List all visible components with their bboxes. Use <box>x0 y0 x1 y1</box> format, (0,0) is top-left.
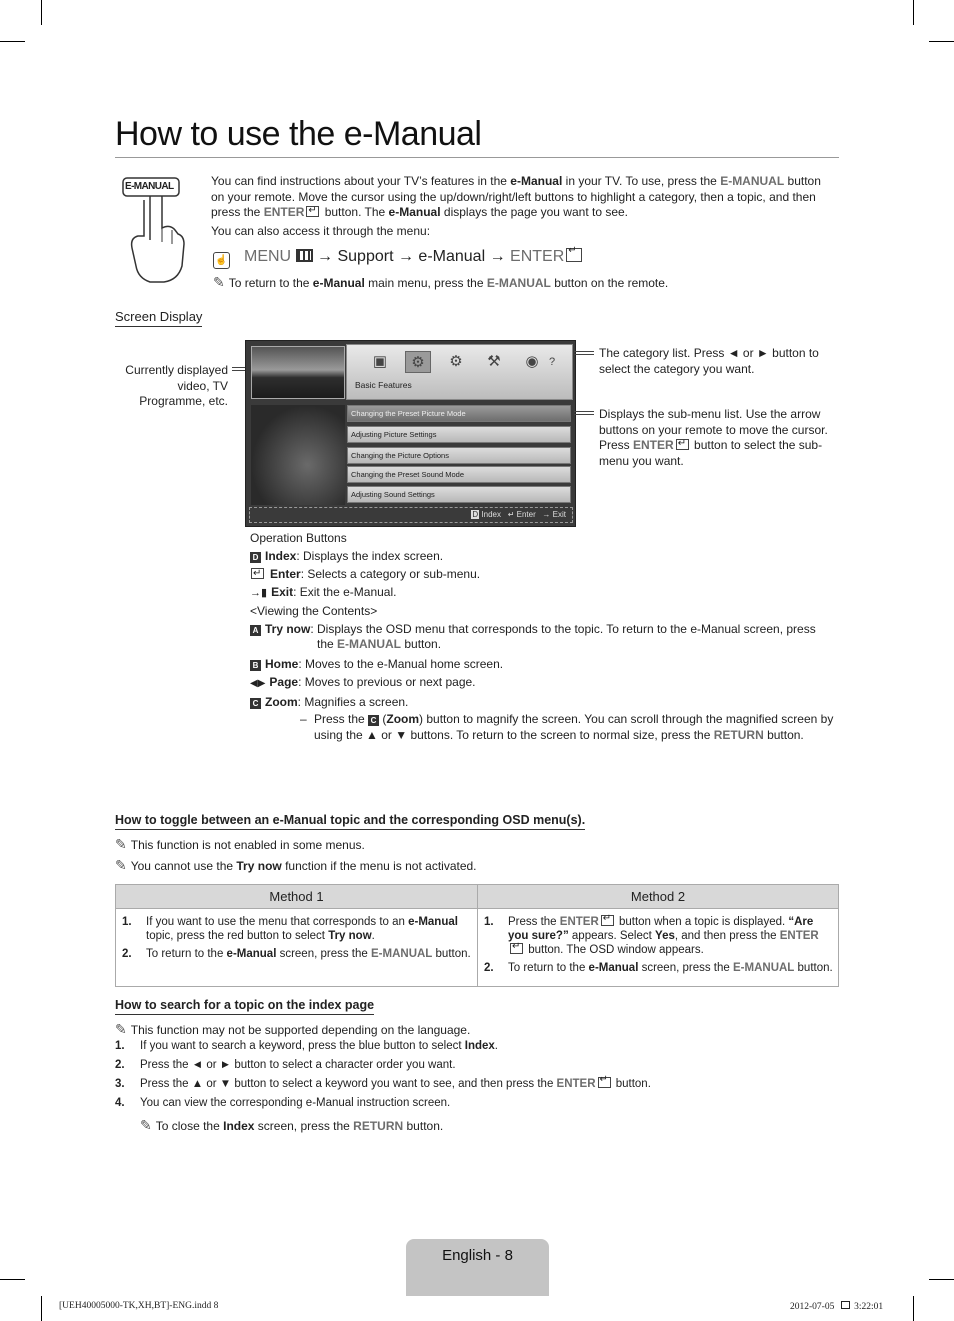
op-exit: →▮ Exit: Exit the e-Manual. <box>250 585 397 599</box>
submenu-item[interactable]: Changing the Picture Options <box>347 447 571 464</box>
tv-picture <box>251 405 345 505</box>
op-trynow: A Try now: Displays the OSD menu that corresponds to the topic. To return to the e-Manual screen, press <box>250 622 840 637</box>
enter-icon <box>566 248 582 262</box>
method-step: 1. Press the ENTER↵ button when a topic is displayed. “Are you sure?” appears. Select Yes, and then press the ENTER↵ button. The OSD window appears. <box>482 915 834 957</box>
title-rule <box>115 157 839 158</box>
remote-icon: ☝ <box>213 252 230 269</box>
op-index: D Index: Displays the index screen. <box>250 547 840 565</box>
enter-icon <box>598 1077 611 1088</box>
screen-display-heading: Screen Display <box>115 309 202 327</box>
intro-line: on your remote. Move the cursor using the up/down/right/left buttons to highlight a category, then a topic, and then <box>211 189 816 204</box>
left-callout: Currently displayed video, TV Programme, etc. <box>125 363 228 408</box>
submenu-item[interactable]: Changing the Preset Sound Mode <box>347 466 571 483</box>
crop-mark <box>41 0 42 25</box>
leader-line <box>574 354 594 355</box>
remote-emanual-label: E-MANUAL <box>125 181 174 192</box>
search-step: 4. You can view the corresponding e-Manual instruction screen. <box>115 1096 451 1109</box>
search-close-note: ✎ To close the Index screen, press the RETURN button. <box>140 1117 444 1133</box>
method-step: 2. To return to the e-Manual screen, press the E-MANUAL button. <box>122 948 471 960</box>
submenu-callout: Displays the sub-menu list. Use the arrow buttons on your remote to move the cursor. Press ENTER↵ button to select the sub- menu you want. <box>599 407 839 469</box>
submenu-item[interactable]: Changing the Preset Picture Mode <box>347 405 571 422</box>
submenu-item[interactable]: Adjusting Sound Settings <box>347 486 571 503</box>
op-home: B Home: Moves to the e-Manual home screen. <box>250 655 840 673</box>
crop-mark <box>913 0 914 25</box>
exit-icon: →▮ <box>250 587 268 599</box>
help-category-icon: ? <box>548 356 556 368</box>
op-zoom-detail: – Press the C (Zoom) button to magnify the screen. You can scroll through the magnified screen by using the ▲ or ▼ buttons. To return to the screen to normal size, press the RETURN button. <box>300 712 834 742</box>
crop-mark <box>929 41 954 42</box>
method2-cell <box>478 909 839 987</box>
enter-icon <box>676 439 689 450</box>
crop-mark <box>0 41 25 42</box>
op-zoom: C Zoom: Magnifies a screen. <box>250 693 840 711</box>
toggle-note: ✎ You cannot use the Try now function if the menu is not activated. <box>115 857 477 873</box>
menu-icon <box>296 249 313 262</box>
page-arrows-icon: ◀▶ <box>250 678 266 689</box>
intro-text <box>211 174 841 239</box>
file-name: [UEH40005000-TK,XH,BT]-ENG.indd 8 <box>59 1301 219 1311</box>
tools-category-icon: ⚒ <box>487 353 501 370</box>
note-pencil-icon: ✎ <box>140 1117 152 1133</box>
op-page: ◀▶ Page: Moves to previous or next page. <box>250 675 476 689</box>
note-pencil-icon: ✎ <box>115 836 127 852</box>
zoom-icon: C <box>368 715 379 726</box>
search-heading: How to search for a topic on the index page <box>115 998 374 1015</box>
search-steps <box>115 1036 815 1112</box>
method-step: 1. If you want to use the menu that corresponds to an e-Manual topic, press the red button to select Try now. <box>122 916 458 942</box>
intro-line: You can also access it through the menu: <box>211 223 431 238</box>
enter-icon <box>601 915 614 926</box>
enter-icon: ↵ <box>507 510 515 519</box>
operation-heading: Operation Buttons <box>250 531 347 545</box>
search-note: ✎ This function may not be supported depending on the language. <box>115 1021 471 1037</box>
picture-category-icon: ▣ <box>372 353 388 370</box>
intro-note: ✎ To return to the e-Manual main menu, press the E-MANUAL button on the remote. <box>213 274 669 290</box>
leader-line <box>574 411 594 412</box>
basic-features-category-icon: ⚙ <box>405 351 431 373</box>
zoom-icon: C <box>250 698 261 709</box>
trynow-icon: A <box>250 625 261 636</box>
crop-mark <box>929 1279 954 1280</box>
category-label: Basic Features <box>355 380 412 390</box>
intro-line: You can find instructions about your TV’s features in the e-Manual in your TV. To use, press the E-MANUAL button <box>211 174 821 188</box>
category-callout: The category list. Press ◄ or ► button to select the category you want. <box>599 346 819 376</box>
operation-buttons <box>250 529 840 743</box>
viewing-contents: <Viewing the Contents> <box>250 604 378 618</box>
print-date: 2012-07-05 3:22:01 <box>790 1302 884 1312</box>
crop-mark <box>0 1279 25 1280</box>
enter-icon <box>510 943 523 954</box>
index-icon: D <box>472 510 479 519</box>
category-bar <box>346 344 573 400</box>
method1-cell <box>116 909 478 987</box>
submenu-item[interactable]: Adjusting Picture Settings <box>347 426 571 443</box>
note-pencil-icon: ✎ <box>115 1021 127 1037</box>
clock-icon <box>841 1301 850 1309</box>
index-icon: D <box>250 552 261 563</box>
crop-mark <box>913 1296 914 1321</box>
menu-path: ☝ MENU → Support → e-Manual → ENTER↵ <box>213 248 584 269</box>
page-title: How to use the e-Manual <box>115 115 482 153</box>
page-number-tab: English - 8 <box>406 1239 549 1296</box>
methods-table <box>115 884 839 987</box>
video-thumbnail <box>251 346 345 399</box>
leader-line <box>574 351 594 352</box>
search-step: 3. Press the ▲ or ▼ button to select a keyword you want to see, and then press the ENTER↵ button. <box>115 1074 815 1093</box>
operation-bar: D Index ↵ Enter → Exit <box>249 507 573 523</box>
remote-hand-illustration <box>120 170 190 285</box>
settings-category-icon: ⚙ <box>449 353 463 370</box>
enter-icon <box>251 568 264 579</box>
home-icon: B <box>250 660 261 671</box>
leader-line <box>574 414 594 415</box>
toggle-heading: How to toggle between an e-Manual topic and the corresponding OSD menu(s). <box>115 813 585 830</box>
enter-icon <box>306 206 319 217</box>
method1-header: Method 1 <box>116 885 478 909</box>
method2-header: Method 2 <box>478 885 839 909</box>
exit-icon: → <box>542 510 551 519</box>
toggle-note: ✎ This function is not enabled in some menus. <box>115 836 365 852</box>
network-category-icon: ◉ <box>525 353 539 370</box>
search-step: 1. If you want to search a keyword, press the blue button to select Index. <box>115 1039 498 1052</box>
op-enter: ↵Enter: Selects a category or sub-menu. <box>250 565 840 583</box>
method-step: 2. To return to the e-Manual screen, press the E-MANUAL button. <box>484 962 833 974</box>
search-step: 2. Press the ◄ or ► button to select a character order you want. <box>115 1058 456 1071</box>
op-trynow-cont: the E-MANUAL button. <box>317 637 442 651</box>
crop-mark <box>41 1296 42 1321</box>
note-pencil-icon: ✎ <box>115 857 127 873</box>
intro-line: press the ENTER↵ button. The e-Manual displays the page you want to see. <box>211 205 841 221</box>
emanual-screen <box>245 340 576 527</box>
note-pencil-icon: ✎ <box>213 274 225 290</box>
